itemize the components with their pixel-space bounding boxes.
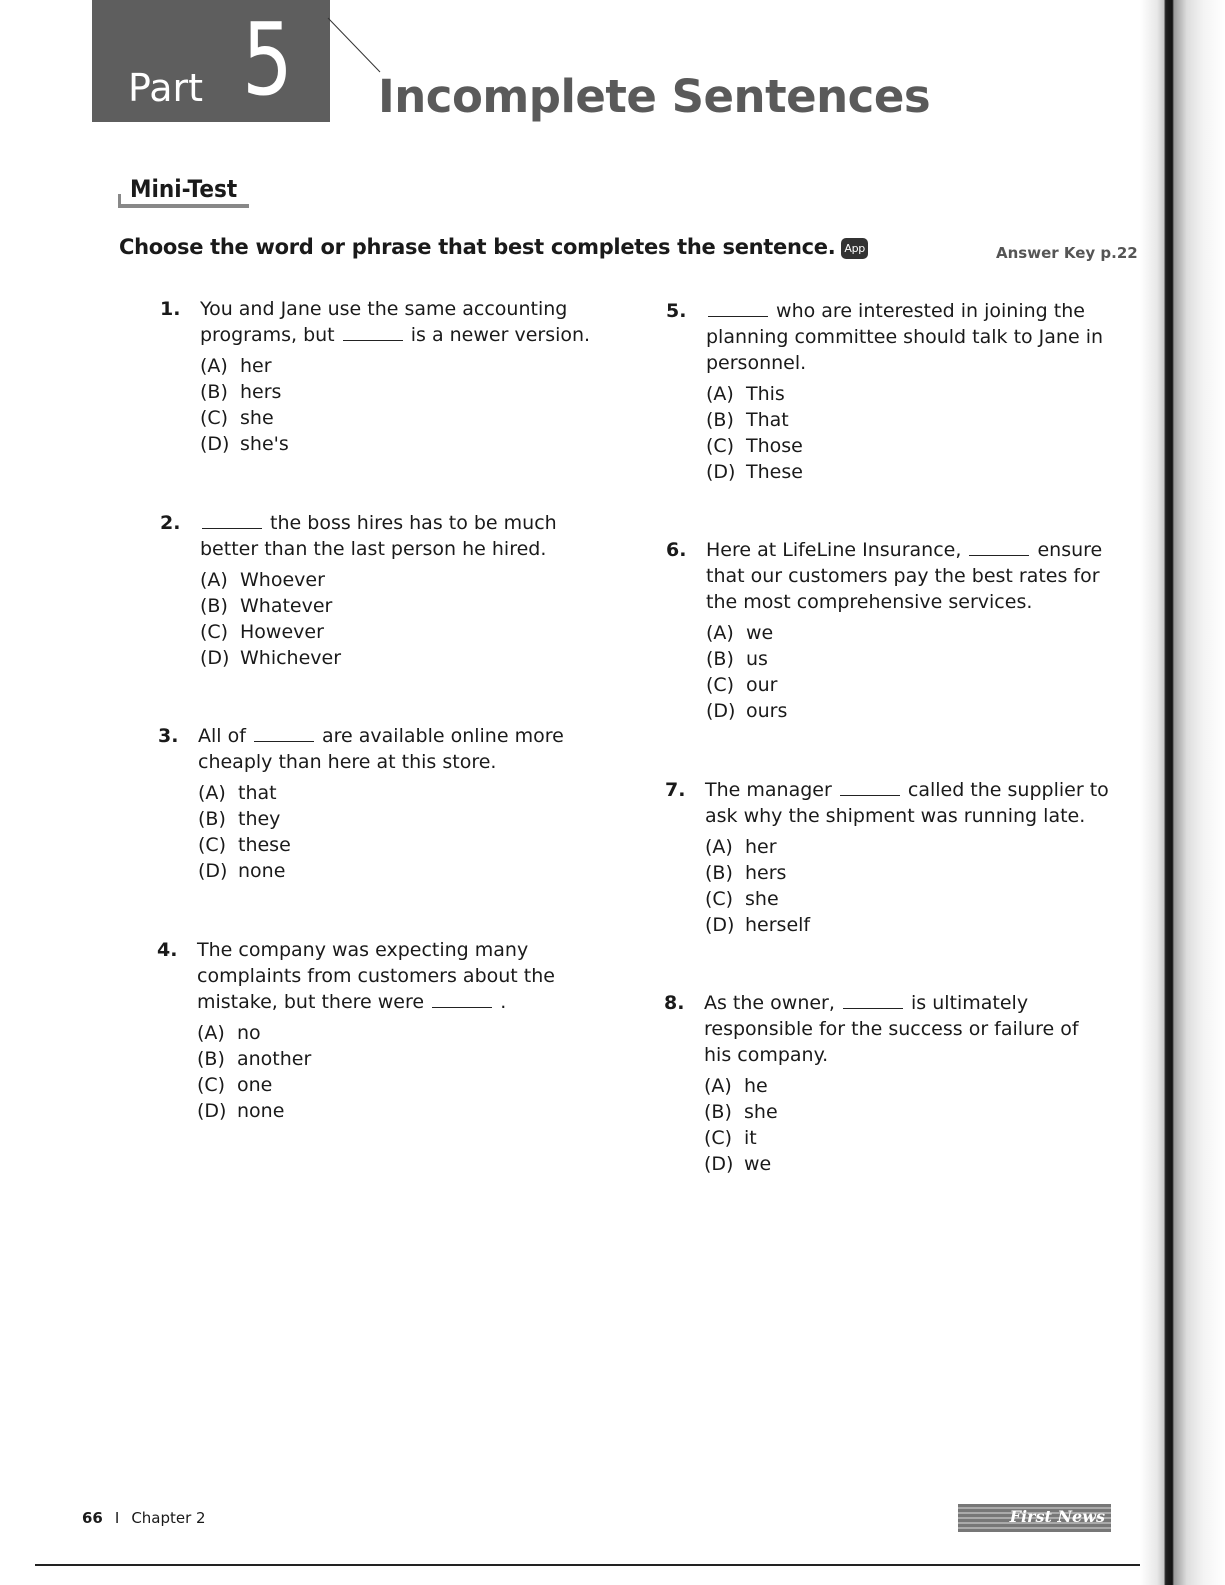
question-3	[158, 723, 618, 884]
part-banner	[92, 0, 330, 122]
option-letter: (A)	[706, 622, 734, 644]
answer-blank	[254, 725, 314, 742]
question-number: 4.	[157, 939, 178, 961]
divider	[35, 1564, 1155, 1566]
option-text: we	[746, 622, 774, 644]
answer-option[interactable]	[704, 1151, 1109, 1177]
option-letter: (C)	[200, 621, 229, 643]
answer-option[interactable]	[706, 407, 1111, 433]
option-letter: (C)	[706, 674, 735, 696]
app-badge: App	[841, 238, 868, 259]
option-text: Whichever	[240, 647, 342, 669]
question-stem	[200, 510, 620, 562]
option-letter: (D)	[200, 647, 230, 669]
option-text: these	[238, 834, 291, 856]
answer-option[interactable]	[198, 832, 618, 858]
question-stem	[705, 777, 1110, 829]
option-text: us	[746, 648, 768, 670]
answer-option[interactable]	[198, 858, 618, 884]
instruction	[119, 235, 868, 259]
answer-option[interactable]	[197, 1046, 617, 1072]
footer	[82, 1509, 206, 1527]
option-letter: (B)	[704, 1101, 732, 1123]
option-letter: (C)	[197, 1074, 226, 1096]
answer-option[interactable]	[200, 405, 620, 431]
option-letter: (D)	[197, 1100, 227, 1122]
option-text: none	[237, 1100, 285, 1122]
page-title: Incomplete Sentences	[378, 70, 931, 123]
answer-option[interactable]	[705, 834, 1110, 860]
question-number: 5.	[666, 300, 687, 322]
question-2	[160, 510, 620, 671]
question-8	[664, 990, 1109, 1177]
option-letter: (B)	[200, 381, 228, 403]
question-7	[665, 777, 1110, 938]
option-letter: (B)	[706, 409, 734, 431]
answer-blank	[840, 779, 900, 796]
logo-text: First News	[1009, 1507, 1105, 1526]
question-stem	[200, 296, 620, 348]
answer-option[interactable]	[706, 381, 1111, 407]
stem-after: is ultimately responsible for the success or failure of his company.	[704, 992, 1079, 1066]
stem-before: Here at LifeLine Insurance,	[706, 539, 962, 561]
option-text: her	[745, 836, 777, 858]
stem-before: All of	[198, 725, 246, 747]
publisher-logo	[958, 1504, 1111, 1532]
answer-option[interactable]	[198, 806, 618, 832]
question-6	[666, 537, 1111, 724]
option-letter: (C)	[200, 407, 229, 429]
answer-option[interactable]	[200, 379, 620, 405]
stem-before: As the owner,	[704, 992, 835, 1014]
option-text: This	[746, 383, 785, 405]
option-text: they	[238, 808, 281, 830]
option-letter: (A)	[200, 569, 228, 591]
option-letter: (C)	[198, 834, 227, 856]
option-letter: (C)	[706, 435, 735, 457]
option-letter: (D)	[706, 700, 736, 722]
section-title: Mini-Test	[130, 175, 238, 203]
option-text: she	[744, 1101, 778, 1123]
answer-option[interactable]	[197, 1072, 617, 1098]
option-text: Those	[746, 435, 803, 457]
stem-after: ensure that our customers pay the best rates for the most comprehensive services.	[706, 539, 1103, 613]
option-text: he	[744, 1075, 768, 1097]
answer-option[interactable]	[200, 593, 620, 619]
answer-blank	[969, 539, 1029, 556]
answer-option[interactable]	[706, 620, 1111, 646]
option-text: ours	[746, 700, 788, 722]
question-stem	[704, 990, 1109, 1068]
option-letter: (B)	[706, 648, 734, 670]
option-text: that	[238, 782, 277, 804]
question-5	[666, 298, 1111, 485]
option-letter: (D)	[198, 860, 228, 882]
answer-option[interactable]	[706, 459, 1111, 485]
question-4	[157, 937, 617, 1124]
answer-option[interactable]	[200, 567, 620, 593]
option-text: our	[746, 674, 778, 696]
answer-blank	[432, 991, 492, 1008]
option-letter: (B)	[198, 808, 226, 830]
answer-blank	[202, 512, 262, 529]
stem-after: .	[500, 991, 507, 1013]
question-stem	[706, 537, 1111, 615]
question-number: 3.	[158, 725, 179, 747]
question-number: 1.	[160, 298, 181, 320]
stem-before: You and Jane use the same accounting programs, but	[200, 298, 568, 346]
option-letter: (D)	[200, 433, 230, 455]
question-number: 2.	[160, 512, 181, 534]
option-text: hers	[745, 862, 787, 884]
option-letter: (B)	[705, 862, 733, 884]
option-letter: (D)	[704, 1153, 734, 1175]
option-letter: (D)	[705, 914, 735, 936]
part-label: Part	[128, 66, 204, 110]
answer-option[interactable]	[704, 1125, 1109, 1151]
option-letter: (B)	[200, 595, 228, 617]
option-letter: (B)	[197, 1048, 225, 1070]
option-letter: (A)	[197, 1022, 225, 1044]
option-text: hers	[240, 381, 282, 403]
stem-after: is a newer version.	[410, 324, 591, 346]
answer-option[interactable]	[200, 645, 620, 671]
question-stem	[706, 298, 1111, 376]
option-letter: (A)	[706, 383, 734, 405]
option-letter: (A)	[704, 1075, 732, 1097]
option-text: she's	[240, 433, 289, 455]
stem-before: The manager	[705, 779, 832, 801]
answer-option[interactable]	[706, 672, 1111, 698]
answer-option[interactable]	[197, 1020, 617, 1046]
option-text: another	[237, 1048, 312, 1070]
answer-option[interactable]	[200, 431, 620, 457]
stem-after: called the supplier to ask why the shipment was running late.	[705, 779, 1109, 827]
stem-after: who are interested in joining the planning committee should talk to Jane in personnel.	[706, 300, 1104, 374]
answer-option[interactable]	[197, 1098, 617, 1124]
answer-option[interactable]	[705, 912, 1110, 938]
answer-option[interactable]	[706, 433, 1111, 459]
answer-option[interactable]	[706, 698, 1111, 724]
answer-option[interactable]	[706, 646, 1111, 672]
option-letter: (C)	[704, 1127, 733, 1149]
option-text: it	[744, 1127, 757, 1149]
question-number: 8.	[664, 992, 685, 1014]
answer-option[interactable]	[704, 1073, 1109, 1099]
option-letter: (A)	[705, 836, 733, 858]
answer-option[interactable]	[200, 619, 620, 645]
separator: I	[114, 1509, 120, 1527]
option-text: That	[746, 409, 789, 431]
stem-after: the boss hires has to be much better than the last person he hired.	[200, 512, 557, 560]
question-stem	[198, 723, 618, 775]
option-text: Whatever	[240, 595, 333, 617]
answer-blank	[343, 324, 403, 341]
option-text: no	[237, 1022, 261, 1044]
divider	[118, 204, 249, 208]
question-1	[160, 296, 620, 457]
option-letter: (C)	[705, 888, 734, 910]
question-number: 7.	[665, 779, 686, 801]
option-text: Whoever	[240, 569, 325, 591]
option-text: her	[240, 355, 272, 377]
answer-blank	[843, 992, 903, 1009]
page-binding-shadow	[1140, 0, 1225, 1585]
page-number: 66	[82, 1509, 103, 1527]
option-text: we	[744, 1153, 772, 1175]
answer-option[interactable]	[198, 780, 618, 806]
answer-option[interactable]	[705, 860, 1110, 886]
instruction-text: Choose the word or phrase that best completes the sentence.	[119, 235, 836, 259]
option-text: one	[237, 1074, 273, 1096]
option-text: However	[240, 621, 324, 643]
answer-option[interactable]	[705, 886, 1110, 912]
option-text: she	[745, 888, 779, 910]
stem-after: are available online more cheaply than here at this store.	[198, 725, 564, 773]
answer-key-ref: Answer Key p.22	[996, 244, 1138, 262]
answer-option[interactable]	[704, 1099, 1109, 1125]
question-number: 6.	[666, 539, 687, 561]
chapter-label: Chapter 2	[131, 1509, 206, 1527]
option-letter: (A)	[200, 355, 228, 377]
answer-blank	[708, 300, 768, 317]
option-text: herself	[745, 914, 811, 936]
part-number: 5	[242, 1, 293, 118]
option-text: she	[240, 407, 274, 429]
option-text: These	[746, 461, 803, 483]
stem-before: The company was expecting many complaints from customers about the mistake, but there were	[197, 939, 555, 1013]
question-stem	[197, 937, 617, 1015]
answer-option[interactable]	[200, 353, 620, 379]
option-letter: (A)	[198, 782, 226, 804]
option-letter: (D)	[706, 461, 736, 483]
option-text: none	[238, 860, 286, 882]
